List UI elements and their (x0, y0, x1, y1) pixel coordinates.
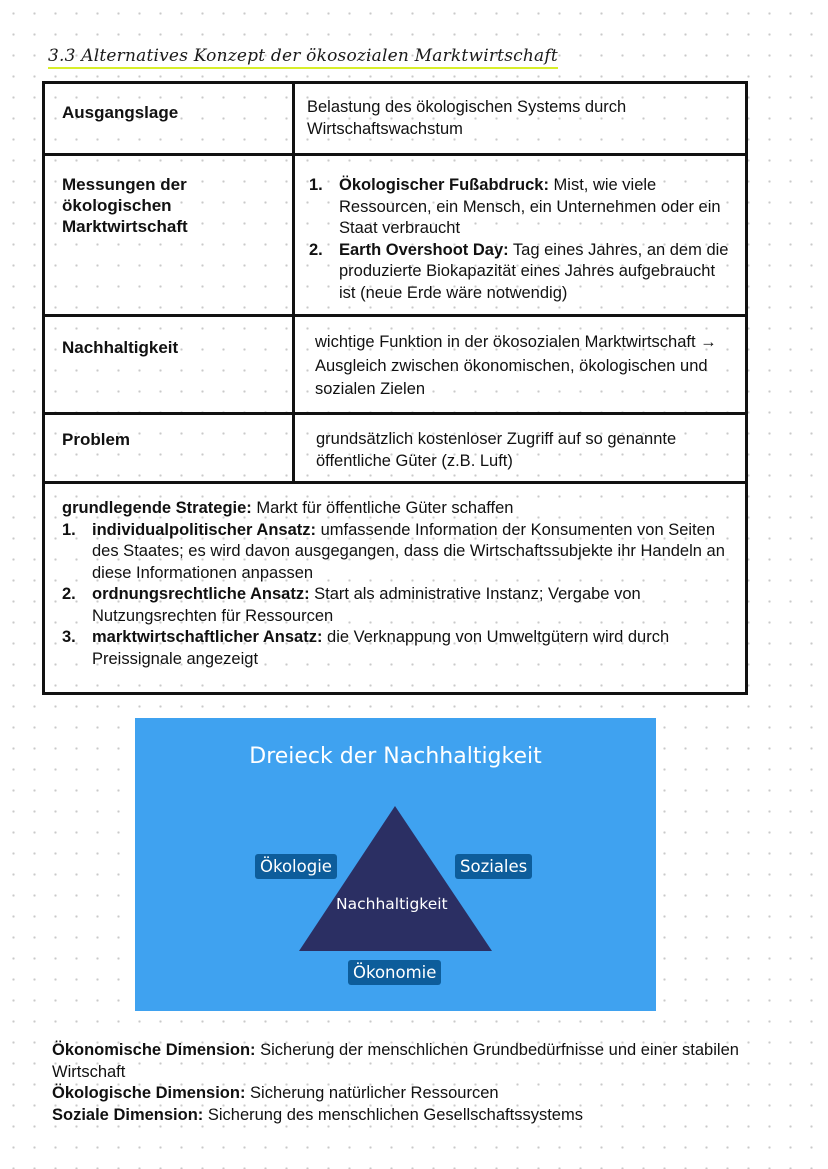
list-term: marktwirtschaftlicher Ansatz: (92, 628, 323, 646)
dimension-item (52, 1105, 772, 1127)
list-text: die Verknappung von Umweltgütern wird durch Preissignale angezeigt (92, 628, 670, 668)
list-number: 3. (62, 628, 76, 646)
table-row (45, 317, 745, 415)
list-number: 1. (309, 176, 323, 194)
dimension-text: Sicherung des menschlichen Gesellschaftssystems (203, 1105, 583, 1124)
row-content: Belastung des ökologischen Systems durch Wirtschaftswachstum (307, 98, 627, 138)
list-term: individualpolitischer Ansatz: (92, 520, 316, 539)
social-tag: Soziales (455, 854, 532, 879)
list-number: 2. (309, 240, 323, 259)
list-term: Earth Overshoot Day: (339, 240, 509, 259)
dimension-term: Ökologische Dimension: (52, 1084, 246, 1102)
concept-table (42, 81, 748, 695)
row-label: Messungen der ökologischen Marktwirtschaft (45, 156, 295, 314)
dimension-item (52, 1040, 772, 1083)
strategy-list (62, 520, 729, 671)
list-text: Start als administrative Instanz; Vergabe von Nutzungsrechten für Ressourcen (92, 585, 641, 625)
dimension-text: Sicherung natürlicher Ressourcen (245, 1084, 499, 1102)
page-title: 3.3 Alternatives Konzept der ökosozialen Marktwirtschaft (48, 46, 558, 69)
measurement-list (309, 175, 731, 304)
dimension-item (52, 1083, 772, 1105)
sustainability-triangle-graphic (135, 718, 656, 1011)
list-term: Ökologischer Fußabdruck: (339, 176, 549, 194)
dimension-text: Sicherung der menschlichen Grundbedürfnisse und einer stabilen Wirtschaft (52, 1041, 739, 1081)
row-content (295, 156, 745, 314)
row-label: Problem (45, 415, 295, 481)
strategy-text: Markt für öffentliche Güter schaffen (251, 499, 514, 517)
dimensions-list (52, 1040, 772, 1126)
economy-tag: Ökonomie (348, 960, 441, 985)
row-content: grundsätzlich kostenloser Zugriff auf so genannte öffentliche Güter (z.B. Luft) (316, 430, 677, 470)
row-content: wichtige Funktion in der ökosozialen Marktwirtschaft → Ausgleich zwischen ökonomischen, ökologischen und sozialen Zielen (315, 333, 717, 398)
center-label: Nachhaltigkeit (336, 895, 448, 913)
list-item (62, 520, 729, 585)
list-item (309, 240, 731, 305)
list-item (309, 175, 731, 240)
list-item (62, 584, 729, 627)
ecology-tag: Ökologie (255, 854, 337, 879)
diagram-title: Dreieck der Nachhaltigkeit (249, 744, 542, 769)
row-label: Ausgangslage (45, 84, 295, 153)
list-term: ordnungsrechtliche Ansatz: (92, 585, 310, 603)
list-text: Tag eines Jahres, an dem die produzierte Biokapazität eines Jahres aufgebraucht ist (neue Erde wäre notwendig) (339, 240, 729, 302)
dimension-term: Ökonomische Dimension: (52, 1041, 256, 1059)
list-text: umfassende Information der Konsumenten von Seiten des Staates; es wird davon ausgegangen, dass die Wirtschaftssubjekte ihr Handeln an diese Informationen anpassen (92, 520, 725, 582)
dimension-term: Soziale Dimension: (52, 1105, 204, 1124)
list-number: 1. (62, 520, 76, 539)
strategy-row (45, 484, 745, 692)
list-number: 2. (62, 585, 76, 603)
table-row (45, 156, 745, 317)
list-text: Mist, wie viele Ressourcen, ein Mensch, ein Unternehmen oder ein Staat verbraucht (339, 176, 721, 237)
strategy-content (45, 484, 745, 692)
table-row (45, 84, 745, 156)
row-label: Nachhaltigkeit (45, 317, 295, 412)
strategy-term: grundlegende Strategie: (62, 499, 252, 517)
table-row (45, 415, 745, 484)
list-item (62, 627, 729, 670)
